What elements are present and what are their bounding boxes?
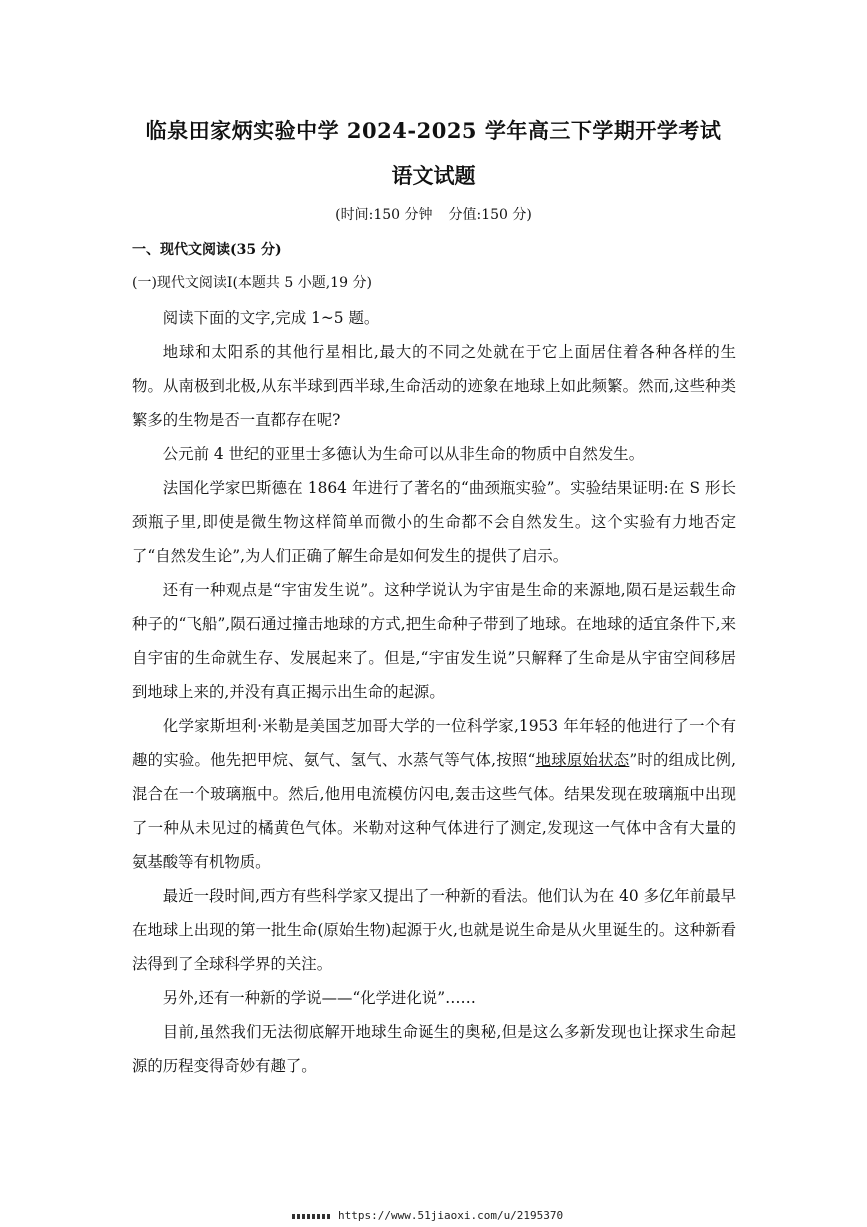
paragraph: 另外,还有一种新的学说——“化学进化说”…… <box>162 989 476 1007</box>
underlined-phrase: 地球原始状态 <box>535 751 630 769</box>
watermark-mark <box>292 1214 332 1219</box>
paragraph: 法国化学家巴斯德在 1864 年进行了著名的“曲颈瓶实验”。实验结果证明:在 S 形长颈瓶子里,即使是微生物这样简单而微小的生命都不会自然发生。这个实验有力地否定了“自然发生论”,为人们正确了解生命是如何发生的提供了启示。 <box>132 479 736 565</box>
paragraph: 最近一段时间,西方有些科学家又提出了一种新的看法。他们认为在 40 多亿年前最早在地球上出现的第一批生命(原始生物)起源于火,也就是说生命是从火里诞生的。这种新看法得到了全球科学界的关注。 <box>132 887 736 973</box>
subsection-title: (一)现代文阅读Ⅰ(本题共 5 小题,19 分) <box>132 275 372 291</box>
footer-watermark <box>292 1209 563 1222</box>
paragraph: 目前,虽然我们无法彻底解开地球生命诞生的奥秘,但是这么多新发现也让探求生命起源的历程变得奇妙有趣了。 <box>132 1023 736 1075</box>
exam-meta <box>0 204 867 224</box>
exam-time: (时间:150 分钟 <box>335 207 433 223</box>
paragraph-part: ”时的组成比例,混合在一个玻璃瓶中。然后,他用电流模仿闪电,轰击这些气体。结果发现在玻璃瓶中出现了一种从未见过的橘黄色气体。米勒对这种气体进行了测定,发现这一气体中含有大量的氨基酸等有机物质。 <box>132 751 736 871</box>
paragraph: 地球和太阳系的其他行星相比,最大的不同之处就在于它上面居住着各种各样的生物。从南极到北极,从东半球到西半球,生命活动的迹象在地球上如此频繁。然而,这些种类繁多的生物是否一直都存在呢? <box>132 343 736 429</box>
paragraph <box>132 709 736 879</box>
paragraph-instruction: 阅读下面的文字,完成 1~5 题。 <box>162 309 380 327</box>
paragraph: 还有一种观点是“宇宙发生说”。这种学说认为宇宙是生命的来源地,陨石是运载生命种子的“飞船”,陨石通过撞击地球的方式,把生命种子带到了地球。在地球的适宜条件下,来自宇宙的生命就生存、发展起来了。但是,“宇宙发生说”只解释了生命是从宇宙空间移居到地球上来的,并没有真正揭示出生命的起源。 <box>132 581 736 701</box>
footer-url[interactable]: https://www.51jiaoxi.com/u/2195370 <box>338 1209 564 1222</box>
exam-title: 临泉田家炳实验中学 2024-2025 学年高三下学期开学考试 <box>145 118 722 143</box>
reading-passage <box>132 301 736 1083</box>
exam-subtitle: 语文试题 <box>391 163 476 188</box>
paragraph: 公元前 4 世纪的亚里士多德认为生命可以从非生命的物质中自然发生。 <box>162 445 645 463</box>
section-title: 一、现代文阅读(35 分) <box>132 242 282 258</box>
paragraph-part: 化学家斯坦利·米勒是美国芝加哥大学的一位科学家,1953 年年轻的他进行了一个有趣的实验。他先把甲烷、氨气、氢气、水蒸气等气体,按照“ <box>132 717 736 769</box>
exam-score: 分值:150 分) <box>448 207 532 223</box>
